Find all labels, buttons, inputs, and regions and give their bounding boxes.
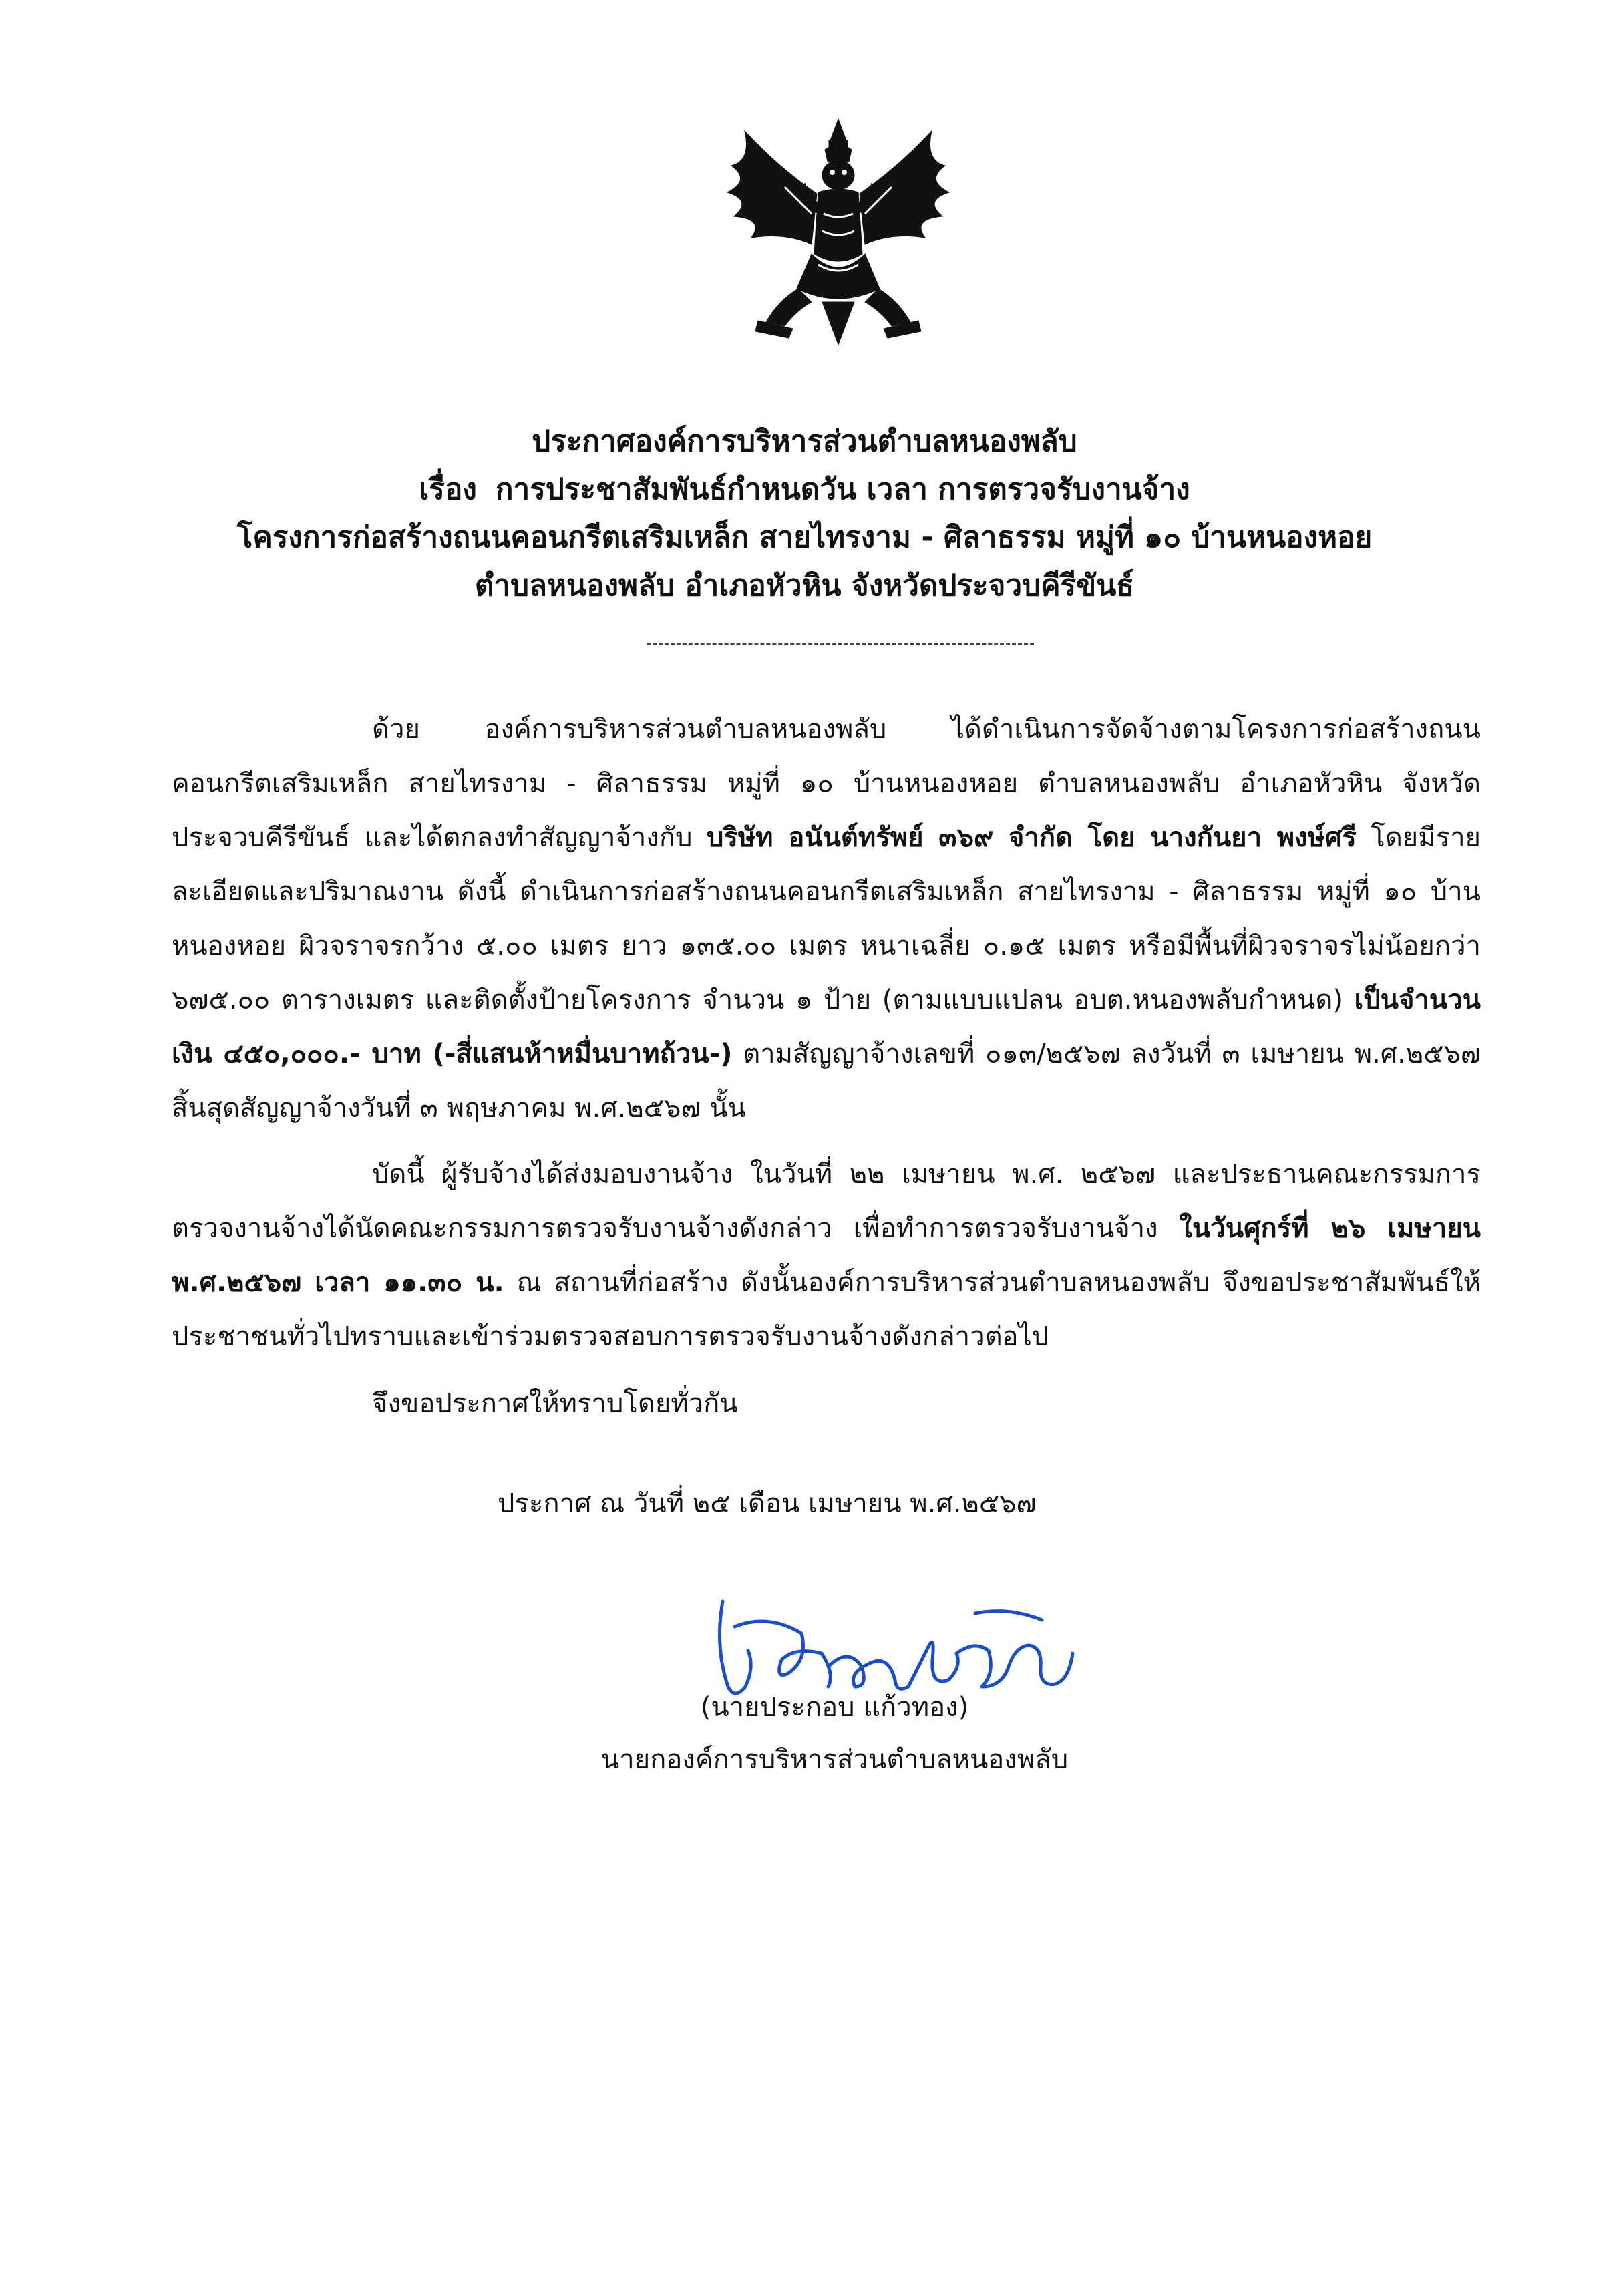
para1-text-1: ด้วย องค์การบริหารส่วนตำบลหนองพลับ ได้ดำเนินการจัดจ้างตามโครงการก่อสร้างถนนคอนกรีตเสริมเหล็ก สายไทรงาม - ศิลาธรรม หมู่ที่ ๑๐ บ้านหนองหอย ตำบลหนองพลับ อำเภอหัวหิน จังหวัดประจวบคีรีขันธ์ และได้ตกลงทำสัญญาจ้างกับ bbox=[172, 714, 1481, 853]
announcement-title: ประกาศองค์การบริหารส่วนตำบลหนองพลับ bbox=[532, 424, 1077, 458]
para1-amount: เป็นจำนวนเงิน ๔๕๐,๐๐๐.- บาท (-สี่แสนห้าหมื่นบาทถ้วน-) bbox=[172, 985, 1481, 1070]
garuda-emblem-icon bbox=[705, 114, 972, 354]
para2-text-1: บัดนี้ ผู้รับจ้างได้ส่งมอบงานจ้าง ในวันที่ ๒๒ เมษายน พ.ศ. ๒๕๖๗ และประธานคณะกรรมการตรวจงานจ้างได้นัดคณะกรรมการตรวจรับงานจ้างดังกล่าว เพื่อทำการตรวจรับงานจ้าง bbox=[172, 1159, 1481, 1244]
body-paragraph-2 bbox=[172, 1148, 1481, 1364]
location-line: ตำบลหนองพลับ อำเภอหัวหิน จังหวัดประจวบคีรีขันธ์ bbox=[474, 568, 1135, 603]
closing-statement: จึงขอประกาศให้ทราบโดยทั่วกัน bbox=[372, 1388, 738, 1419]
para1-text-2: โดยมีรายละเอียดและปริมาณงาน ดังนี้ ดำเนินการก่อสร้างถนนคอนกรีตเสริมเหล็ก สายไทรงาม - ศิลาธรรม หมู่ที่ ๑๐ บ้านหนองหอย ผิวจราจรกว้าง ๕.๐๐ เมตร ยาว ๑๓๕.๐๐ เมตร หนาเฉลี่ย ๐.๑๕ เมตร หรือมีพื้นที่ผิวจราจรไม่น้อยกว่า ๖๗๕.๐๐ ตารางเมตร และติดตั้งป้ายโครงการ จำนวน ๑ ป้าย (ตามแบบแปลน อบต.หนองพลับกำหนด) bbox=[172, 822, 1481, 1015]
subject-line bbox=[0, 466, 1609, 514]
para1-contractor: บริษัท อนันต์ทรัพย์ ๓๖๙ จำกัด โดย นางกันยา พงษ์ศรี bbox=[706, 822, 1357, 853]
header-divider bbox=[647, 643, 1034, 645]
body-paragraph-1 bbox=[172, 703, 1481, 1136]
para1-text-3: ตามสัญญาจ้างเลขที่ ๐๑๓/๒๕๖๗ ลงวันที่ ๓ เมษายน พ.ศ.๒๕๖๗ สิ้นสุดสัญญาจ้างวันที่ ๓ พฤษภาคม พ.ศ.๒๕๖๗ นั้น bbox=[172, 1039, 1481, 1124]
project-line: โครงการก่อสร้างถนนคอนกรีตเสริมเหล็ก สายไทรงาม - ศิลาธรรม หมู่ที่ ๑๐ บ้านหนองหอย bbox=[236, 520, 1373, 554]
para2-text-2: ณ สถานที่ก่อสร้าง ดังนั้นองค์การบริหารส่วนตำบลหนองพลับ จึงขอประชาสัมพันธ์ให้ประชาชนทั่วไปทราบและเข้าร่วมตรวจสอบการตรวจรับงานจ้างดังกล่าวต่อไป bbox=[172, 1267, 1481, 1352]
signatory-name: (นายประกอบ แก้วทอง) bbox=[700, 1692, 969, 1723]
announcement-header bbox=[0, 418, 1609, 610]
para2-inspection-date: ในวันศุกร์ที่ ๒๖ เมษายน พ.ศ.๒๕๖๗ เวลา ๑๑.๓๐ น. bbox=[172, 1213, 1481, 1298]
subject-key: เรื่อง bbox=[419, 472, 477, 506]
announcement-date: ประกาศ ณ วันที่ ๒๕ เดือน เมษายน พ.ศ.๒๕๖๗ bbox=[498, 1488, 1037, 1519]
subject-text: การประชาสัมพันธ์กำหนดวัน เวลา การตรวจรับงานจ้าง bbox=[495, 472, 1190, 506]
signatory-title: นายกองค์การบริหารส่วนตำบลหนองพลับ bbox=[600, 1744, 1069, 1775]
